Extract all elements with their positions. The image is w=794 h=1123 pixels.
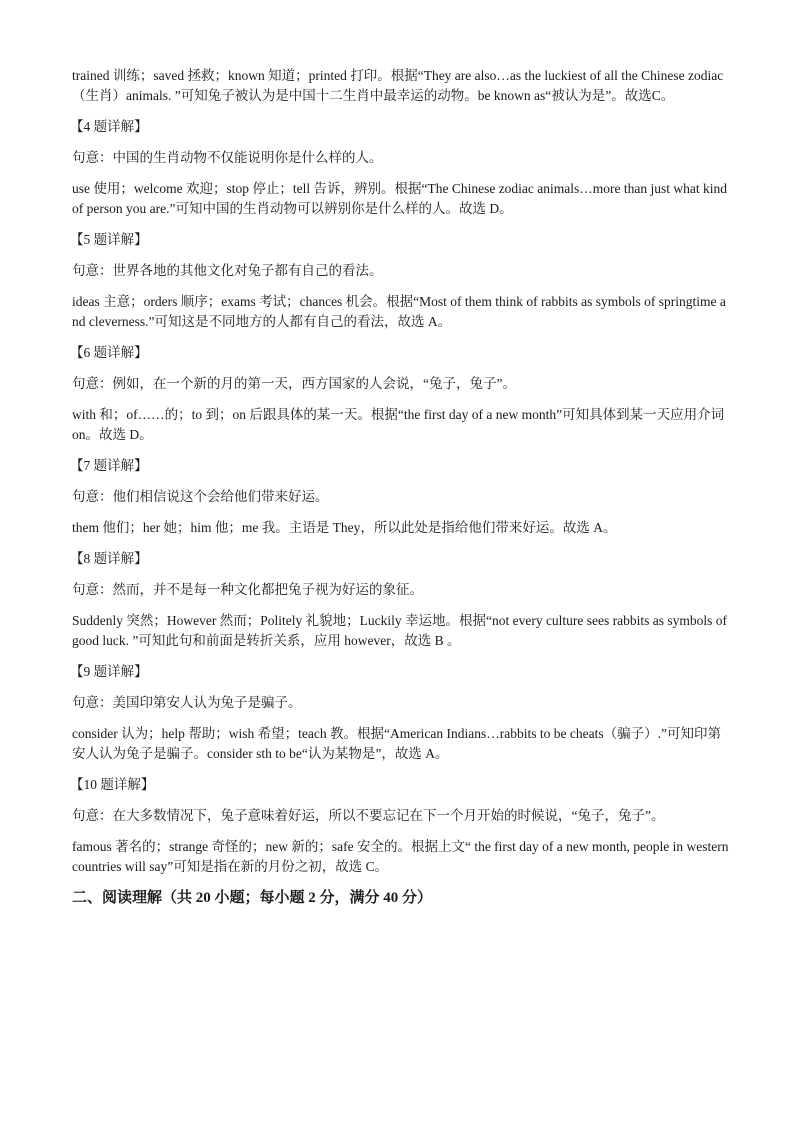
sentence-meaning: 句意：他们相信说这个会给他们带来好运。 [72,489,329,504]
sentence-meaning: 句意：中国的生肖动物不仅能说明你是什么样的人。 [72,150,383,165]
sentence-meaning: 句意：在大多数情况下，兔子意味着好运，所以不要忘记在下一个月开始的时候说，“兔子，兔子”。 [72,808,665,823]
question-4-heading: 【4 题详解】 [70,119,148,134]
question-10-heading: 【10 题详解】 [70,777,155,792]
explanation-text: use 使用；welcome 欢迎；stop 停止；tell 告诉，辨别。根据“The Chinese zodiac animals…more than just what kind of person you are.”可知中国的生肖动物可以辨别你是什么样的人。故选 D。 [72,181,728,216]
sentence-meaning: 句意：例如，在一个新的月的第一天，西方国家的人会说，“兔子，兔子”。 [72,376,516,391]
explanation-text: ideas 主意；orders 顺序；exams 考试；chances 机会。根据“Most of them think of rabbits as symbols of springtime and cleverness.”可知这是不同地方的人都有自己的看法，故选 A。 [72,294,726,329]
explanation-text: famous 著名的；strange 奇怪的；new 新的；safe 安全的。根据上文“ the first day of a new month, people in western countries will say”可知是指在新的月份之初，故选 C。 [72,839,729,874]
answer-explanations [72,66,732,919]
explanation-text: them 他们；her 她；him 他；me 我。主语是 They，所以此处是指给他们带来好运。故选 A。 [72,520,617,535]
question-6-heading: 【6 题详解】 [70,345,148,360]
question-7-heading: 【7 题详解】 [70,458,148,473]
explanation-text: with 和；of……的；to 到；on 后跟具体的某一天。根据“the first day of a new month”可知具体到某一天应用介词 on。故选 D。 [72,407,725,442]
sentence-meaning: 句意：世界各地的其他文化对兔子都有自己的看法。 [72,263,383,278]
sentence-meaning: 句意：美国印第安人认为兔子是骗子。 [72,695,302,710]
explanation-text: Suddenly 突然；However 然而；Politely 礼貌地；Luckily 幸运地。根据“not every culture sees rabbits as symbols of good luck. ”可知此句和前面是转折关系，应用 however，故选 B 。 [72,613,728,648]
explanation-text: consider 认为；help 帮助；wish 希望；teach 教。根据“American Indians…rabbits to be cheats（骗子）.”可知印第安人认为兔子是骗子。consider sth to be“认为某物是”，故选 A。 [72,726,721,761]
question-9-heading: 【9 题详解】 [70,664,148,679]
explanation-text: trained 训练；saved 拯救；known 知道；printed 打印。根据“They are also…as the luckiest of all the Chinese zodiac（生肖）animals. ”可知兔子被认为是中国十二生肖中最幸运的动物。be known as“被认为是”。故选C。 [72,68,724,103]
question-8-heading: 【8 题详解】 [70,551,148,566]
sentence-meaning: 句意：然而，并不是每一种文化都把兔子视为好运的象征。 [72,582,423,597]
question-5-heading: 【5 题详解】 [70,232,148,247]
section-title-reading: 二、阅读理解（共 20 小题；每小题 2 分，满分 40 分） [72,890,433,906]
